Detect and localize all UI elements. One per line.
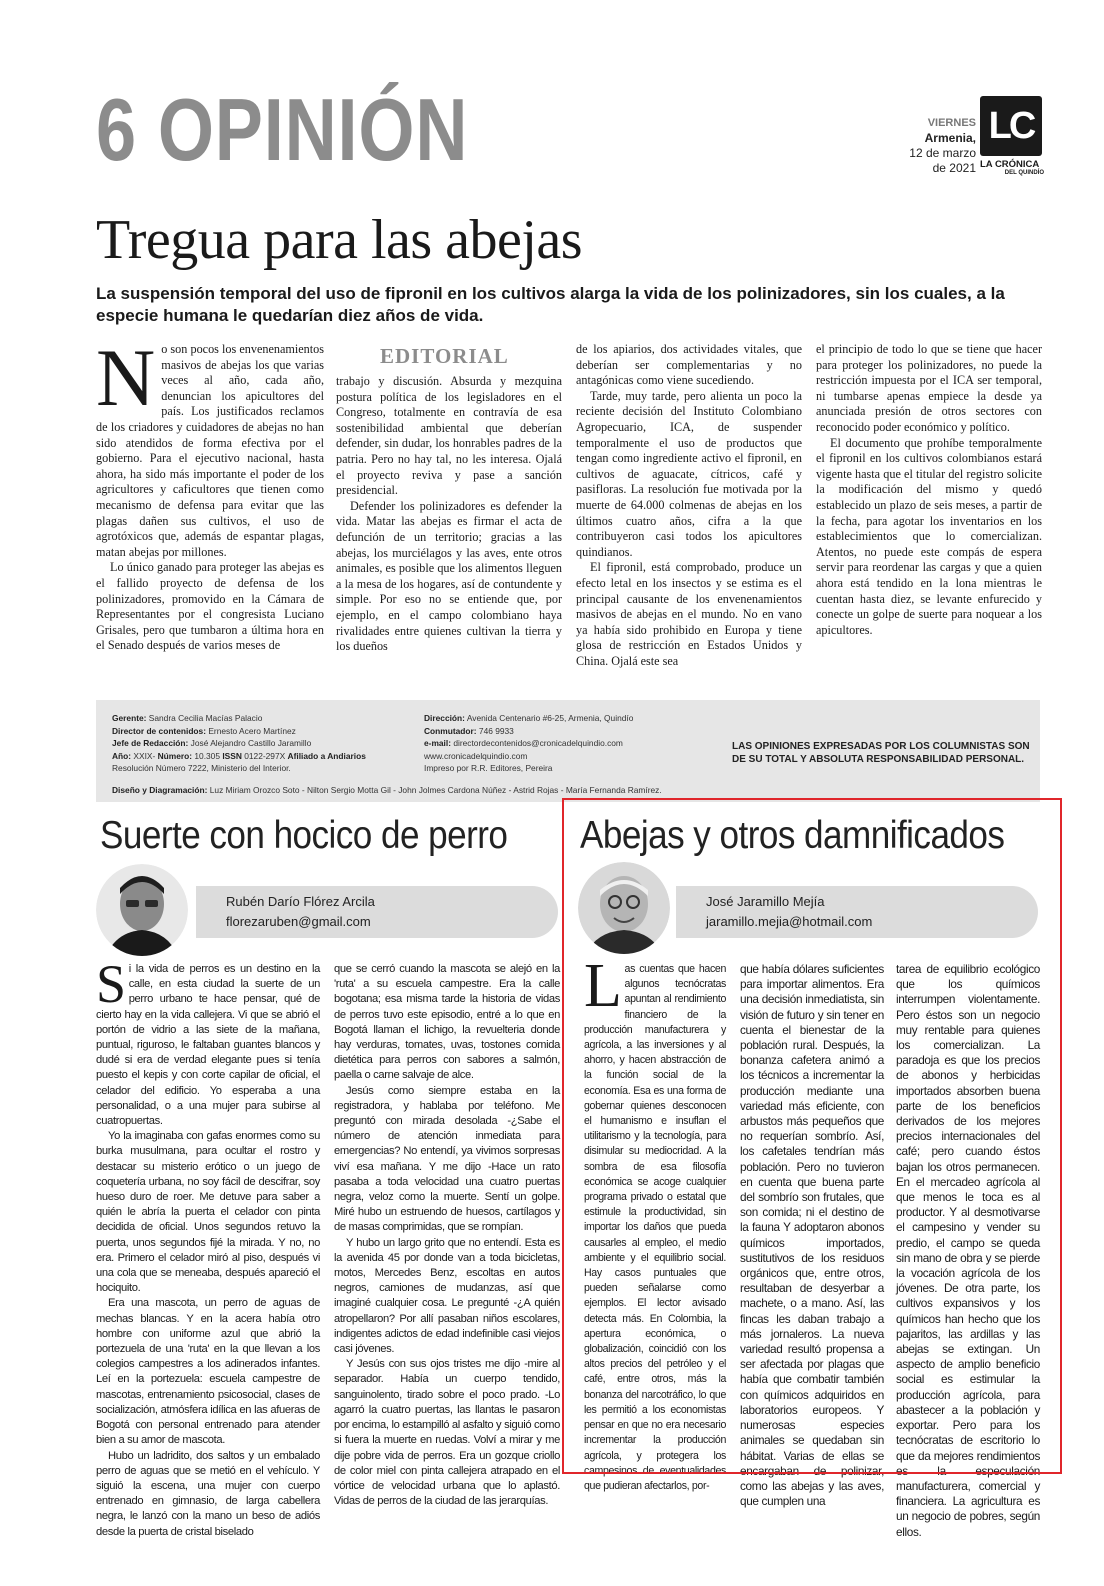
editorial-column-1 bbox=[96, 332, 324, 654]
column-left-paragraph: Jesús como siempre estaba en la registradora, y hablaba por teléfono. Me preguntó con mirada desolada -¿Sabe el número de atención inmediata para emergencias? No entendí, ya vivimos sorpresas viví esa mañana. Y me dijo -Hace un rato pasaba a toda velocidad una cuatro puertas negra, veloz como la muerte. Sentí un golpe. Miré hubo un estruendo de huesos, cartílagos y de masas comprimidas, que se rompían. bbox=[334, 1084, 560, 1234]
editorial-label: EDITORIAL bbox=[380, 344, 509, 368]
date-year: de 2021 bbox=[932, 161, 976, 175]
credits-disclaimer: LAS OPINIONES EXPRESADAS POR LOS COLUMNISTAS SON DE SU TOTAL Y ABSOLUTA RESPONSABILIDAD PERSONAL. bbox=[732, 741, 1030, 765]
column-right-dropcap: L bbox=[584, 952, 622, 1020]
credits-email-link[interactable]: directordecontenidos@cronicadelquindio.com bbox=[453, 738, 623, 749]
editorial-paragraph: Defender los polinizadores es defender la vida. Matar las abejas es firmar el acta de defunción de un territorio; gracias a las abejas, los murciélagos y las aves, ente otros animales, es posible que los alimentos lleguen a la mesa de los hogares, así de contundente y simple. Por eso no se entiende que, por ejemplo, en el campo colombiano haya rivalidades entre quienes cultivan la tierra y los dueños bbox=[336, 498, 562, 654]
credits-web-link[interactable]: www.cronicadelquindio.com bbox=[424, 750, 528, 761]
column-left-title: Suerte con hocico de perro bbox=[100, 814, 508, 857]
column-right-author: José Jaramillo Mejía bbox=[706, 894, 825, 909]
editorial-deck: La suspensión temporal del uso de fipronil en los cultivos alarga la vida de los polinizadores, sin los cuales, a la especie humana le quedarían diez años de vida. bbox=[96, 284, 1005, 325]
column-left-paragraph: Y Jesús con sus ojos tristes me dijo -mire al separador. Había un cuerpo tendido, sanguinolento, tirado sobre el poco prado. -Lo agarró la cuatro puertas, las llantas le pasaron por encima, lo estampilló al asfalto y siguió como si fuera la muerte en ruedas. Volví a mirar y me dije pobre vida de perros. Era un gozque criollo de color miel con pinta callejera atrapado en el vórtice de velocidad urbana que lo aplastó. Vidas de perros de la ciudad de las jerarquías. bbox=[334, 1358, 560, 1508]
editorial-headline: Tregua para las abejas bbox=[96, 209, 583, 271]
editorial-paragraph: El documento que prohíbe temporalmente el fipronil en los cultivos colombianos estará vigente hasta que el titular del registro solicite la modificación del mismo y quedó establecido un plazo de seis meses, a partir de la fecha, para agotar los inventarios en los establecimientos que lo comercializan. Atentos, no puede este compás de espera servir para reordenar las cargas y que a quien ahora está tendido en la lona mientras le cuentan hasta diez, se levante enfurecido y conecte un golpe de suerte para noquear a los apicultores. bbox=[816, 435, 1042, 637]
editorial-column-4 bbox=[816, 342, 1042, 638]
editorial-paragraph: o son pocos los envenenamientos masivos de abejas los que varias veces al año, cada año, denuncian los apicultores del país. Los justificados reclamos de los criadores y cuidadores de abejas no han sido atendidos de forma efectiva por el gobierno. Para el ejecutivo nacional, hasta ahora, ha sido más importante el poder de los agricultores y caficultores que tienen como mecanismo de defensa para evitar que las plagas dañen sus cultivos, el uso de agrotóxicos que, además de espantar plagas, matan abejas por millones. bbox=[96, 342, 324, 559]
column-left-avatar bbox=[96, 864, 188, 956]
date-day: 12 de marzo bbox=[909, 146, 976, 160]
date-city: Armenia, bbox=[924, 131, 976, 145]
logo-sub: DEL QUINDÍO bbox=[1004, 170, 1044, 176]
column-right-title: Abejas y otros damnificados bbox=[580, 814, 1005, 857]
date-weekday: VIERNES bbox=[927, 117, 976, 129]
logo-mark: LC bbox=[980, 96, 1042, 156]
column-left-paragraph: Y hubo un largo grito que no entendí. Esta es la avenida 45 por donde van a toda bicicletas, motos, Mercedes Benz, escoltas en autos negros, camiones de mudanzas, así que imaginé cualquier cosa. Le pregunté -¿A quién atropellaron? Por allí pasaban niños escolares, indigentes adictos de edad indefinible casi viejos casi jóvenes. bbox=[334, 1236, 560, 1356]
editorial-paragraph: Tarde, muy tarde, pero alienta un poco la reciente decisión del Instituto Colombiano Agropecuario, ICA, de suspender temporalmente el uso de productos que tengan como ingrediente activo el fipronil, en cultivos de aguacate, cítricos, café y pasifloras. La resolución fue motivada por la muerte de 64.000 colmenas de abejas en los últimos cuatro años, cifra a la que contribuyeron casi todos los apicultores quindianos. bbox=[576, 388, 802, 559]
credits-staff: Gerente: Sandra Cecilia Macías Palacio Director de contenidos: Ernesto Acero Martínez Jefe de Redacción: José Alejandro Castillo Jaramillo Año: XXIX- Número: 10.305 ISSN 0122-297X Afiliado a Andiarios Resolución Número 7222, Ministerio del Interior. bbox=[112, 713, 366, 774]
column-right-paragraph: tarea de equilibrio ecológico que los químicos interrumpen violentamente. Pero éstos son un negocio muy rentable para quienes los comercializan. La paradoja es que los precios de abonos y herbicidas importados absorben buena parte de los beneficios derivados de los mejores precios internacionales del café; pero cuando éstos bajan los otros permanecen. En el mercadeo agrícola al que menos le toca es al productor. Y al desmotivarse el campesino y vender su predio, el campo se queda sin mano de obra y se pierde la vocación agrícola de los jóvenes. De otra parte, los cultivos expansivos y los químicos han hecho que los pajaritos, las ardillas y las abejas se extingan. Un aspecto de amplio beneficio social es estimular la producción agrícola, para abastecer a la población y exportar. Pero para los tecnócratas de escritorio lo que da mejores rendimientos es la especulación manufacturera, comercial y financiera. La agricultura es un negocio de pobres, según ellos. bbox=[896, 962, 1040, 1539]
logo-name: LA CRÓNICA bbox=[980, 159, 1040, 170]
editorial-column-2 bbox=[336, 374, 562, 655]
column-right-text-1: Las cuentas que hacen algunos tecnócratas apuntan al rendimiento financiero de la producción manufacturera y agrícola, a las inversiones y al ahorro, y hacen abstracción de la función social de la economía. Esa es una forma de gobernar quienes desconocen el humanismo e insuflan el utilitarismo y la tecnología, para disimular su mediocridad. A la sombra de esa filosofía económica se acoge cualquier programa privado o estatal que estimule la productividad, sin importar los daños que pueda causarles al empleo, el medio ambiente y el equilibrio social. Hay casos puntuales que pueden señalarse como ejemplos. El lector avisado detecta más. En Colombia, la apertura económica, o globalización, coincidió con los altos precios del petróleo y el café, entre otros, más la bonanza del narcotráfico, lo que les permitió a los economistas pensar en que no era necesario incrementar la producción agrícola, y protegera los campesinos de eventualidades que pudieran afectarlos, por- bbox=[584, 952, 726, 1492]
editorial-paragraph: trabajo y discusión. Absurda y mezquina postura política de los legisladores en el Congreso, totalmente en contravía de esa sostenibilidad ambiental que deberían defender, sin dudar, los honrables padres de la patria. Pero no hay tal, no les interesa. Ojalá el proyecto reviva y pase a sanción presidencial. bbox=[336, 374, 562, 498]
credits-contact: Dirección: Avenida Centenario #6-25, Armenia, Quindío Conmutador: 746 9933 e-mail: directordecontenidos@cronicadelquindio.com www.cronicadelquindio.com Impreso por R.R. Editores, Pereira bbox=[424, 712, 724, 775]
author-portrait-icon bbox=[96, 864, 188, 956]
column-right-paragraph: que había dólares suficientes para importar alimentos. Era una decisión inmediatista, sin visión de futuro y sin tener en cuenta el bienestar de la población rural. Después, la bonanza cafetera animó a los técnicos a incrementar la producción mediante una variedad más eficiente, con arbustos más pequeños que no requerían sombrío. Así, los cafetales tendrían más población. Pero no tuvieron en cuenta que buena parte del sombrío son frutales, que son comida; ni el destino de la fauna Y adoptaron abonos químicos importados, sustitutivos de los residuos orgánicos que, entre otros, resultaban de desyerbar a machete, o a mano. Así, las fincas les daban trabajo a más jornaleros. La nueva variedad resultó propensa a ser afectada por plagas que había que combatir también con químicos adquiridos en laboratorios europeos. Y numerosas especies animales se quedaban sin hábitat. Varias de ellas se encargaban de polinizar, como las abejas y las aves, que cumplen una bbox=[740, 962, 884, 1509]
column-left-author: Rubén Darío Flórez Arcila bbox=[226, 894, 375, 909]
column-left-paragraph: Era una mascota, un perro de aguas de mechas blancas. Y en la acera había otro hombre con uniforme azul que abrió la portezuela de una 'ruta' en la que llevan a los colegios campestres a los adinerados infantes. Leí en la portezuela: escuela campestre de mascotas, entrenamiento psicosocial, clases de socialización, atmósfera idílica en las afueras de Bogotá con personal entrenado para atender bien a su amor de mascota. bbox=[96, 1297, 320, 1447]
section-title: 6 OPINIÓN bbox=[96, 80, 469, 179]
column-left-byline bbox=[196, 886, 558, 938]
editorial-dropcap: N bbox=[96, 332, 156, 423]
editorial-paragraph: El fipronil, está comprobado, produce un efecto letal en los insectos y se estima es el principal causante de los envenenamientos masivos de abejas en el mundo. No en vano ya había sido prohibido en Europa y tiene glosa de restricción en Estados Unidos y China. Ojalá este sea bbox=[576, 560, 802, 668]
column-left-text-2 bbox=[334, 962, 560, 1509]
editorial-paragraph: de los apiarios, dos actividades vitales, que deberían ser complementarias y no antagónicas como viene sucediendo. bbox=[576, 342, 802, 388]
column-left-paragraph: Yo la imaginaba con gafas enormes como su burka musulmana, para ocultar el rostro y destacar su misterio erótico o un juego de coquetería urbana, no soy fácil de descifrar, soy hueso duro de roer. Me detuve para saber a quién le abría la puerta el celador con pinta decidida de oficial. Unos segundos retuvo la puerta, unos segundos fijé la mirada. Y no, no era. Primero el celador miró al piso, después vi una cola que se meneaba, después apareció el hociquito. bbox=[96, 1130, 320, 1295]
newspaper-logo bbox=[980, 96, 1060, 182]
column-left-dropcap: S bbox=[96, 954, 126, 1014]
column-left-text-1: Si la vida de perros es un destino en la calle, en esta ciudad la suerte de un perro urbano te hace pensar, qué de cierto hay en la vida callejera. Vi que se abrió el portón de vidrio a las siete de la mañana, puntual, riguroso, le faltaban guantes blancos y dudé si era de verdad elegante pues si tenía puesto el kepis y con corte capilar de oficial, el celador del edificio. Yo esperaba a una personalidad, o a una mujer para subirse al cuatropuertas. Yo la imaginaba con gafas enormes como su burka musulmana, para ocultar el rostro y destacar su misterio erótico o un juego de coquetería urbana, no soy fácil de descifrar, soy hueso duro de roer. Me detuve para saber a quién le abría la puerta el celador con pinta decidida de oficial. Unos segundos retuvo la puerta, unos segundos fijé la mirada. Y no, no era. Primero el celador miró al piso, después vi una cola que se meneaba, después apareció el hociquito. Era una mascota, un perro de aguas de mechas blancas. Y en la acera había otro hombre con uniforme azul que abrió la portezuela de una 'ruta' en la que llevan a los colegios campestres a los adinerados infantes. Leí en la portezuela: escuela campestre de mascotas, entrenamiento psicosocial, clases de socialización, atmósfera idílica en las afueras de Bogotá con personal entrenado para atender bien a su amor de mascota. Hubo un ladridito, dos saltos y un embalado perro de aguas que se metió en el vehículo. Y siguió la escena, una mujer con cuerpo entrenado en gimnasio, de larga cabellera negra, le lanzó con la mano un beso de adiós desde la puerta de cristal biselado bbox=[96, 962, 320, 1540]
column-left-paragraph: que se cerró cuando la mascota se alejó en la 'ruta' a su escuela campestre. Era la calle bogotana; esa misma tarde la historia de vidas de perros tuvo este episodio, entré a lo que en Bogotá llaman el lichigo, la revuelteria donde hay verduras, tomates, uvas, tostones comida dietética para perros con sabores a salmón, paella o carne salvaje de alce. bbox=[334, 963, 560, 1082]
date-block bbox=[909, 116, 976, 176]
editorial-column-3 bbox=[576, 342, 802, 669]
highlight-frame bbox=[562, 798, 1062, 1474]
column-left-paragraph: Hubo un ladridito, dos saltos y un embalado perro de aguas que se metió en el vehículo. Y siguió la escena, una mujer con cuerpo entrenado en gimnasio, de larga cabellera negra, le lanzó con la mano un beso de adiós desde la puerta de cristal biselado bbox=[96, 1449, 320, 1538]
masthead-credits bbox=[96, 700, 1040, 802]
editorial-paragraph: el principio de todo lo que se tiene que hacer para proteger los polinizadores, no puede la restricción impuesta por el ICA ser temporal, ni tumbarse apenas empiece la desde ya anunciada presión de otros sectores con reconocido poder económico y político. bbox=[816, 342, 1042, 434]
credits-design: Diseño y Diagramación: Luz Miriam Orozco Soto - Nilton Sergio Motta Gil - John Jolmes Cardona Núñez - Astrid Rojas - María Fernanda Ramírez. bbox=[112, 785, 662, 795]
editorial-paragraph: Lo único ganado para proteger las abejas es el fallido proyecto de defensa de los polinizadores, promovido en la Cámara de Representantes por el congresista Luciano Grisales, pero que tumbaron a última hora en el Senado después de varios meses de bbox=[96, 560, 324, 653]
column-right-email[interactable]: jaramillo.mejia@hotmail.com bbox=[706, 914, 873, 929]
column-left-email[interactable]: florezaruben@gmail.com bbox=[226, 914, 371, 929]
